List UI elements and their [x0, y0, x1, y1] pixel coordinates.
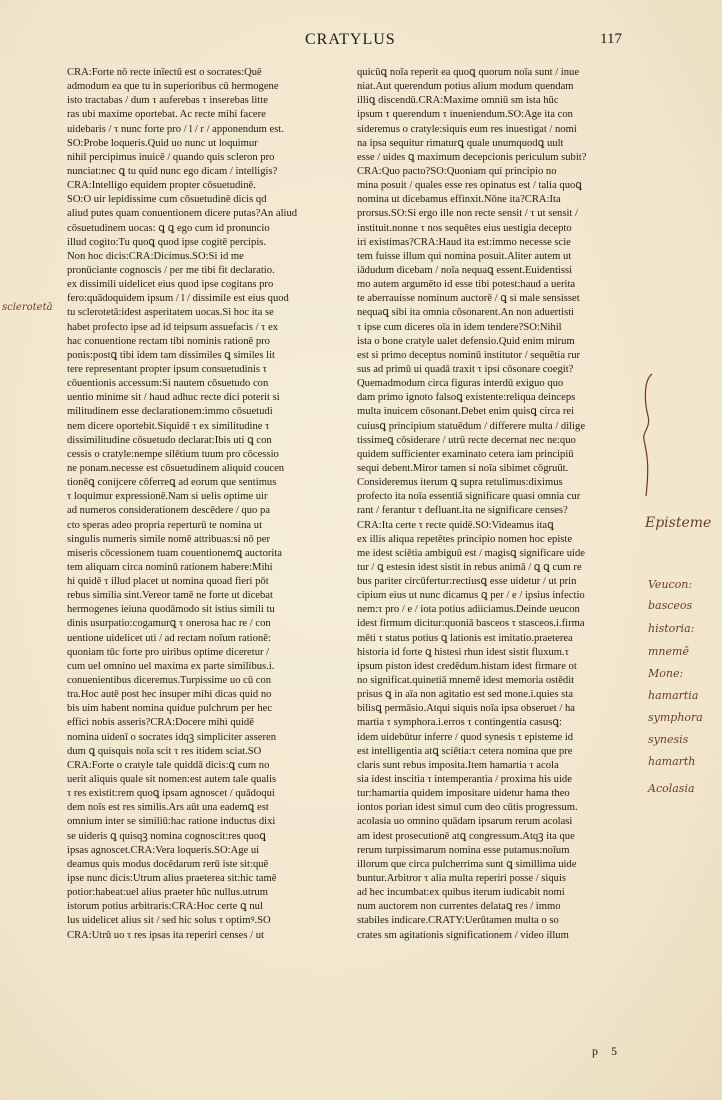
text-line: SO:Probe loqueris.Quid uo nunc ut loquimur: [67, 137, 258, 149]
text-line: num auctorem non currentes delataꝗ res / immo: [357, 901, 561, 913]
text-line: acolasia uo omnino quādam ipsarum rerum acolasi: [357, 816, 573, 828]
text-line: tissimeꝗ cōsiderare / utrū recte decernat nec ne:quo: [357, 434, 576, 446]
text-line: potior:habeat:uel alius praeter hūc nullus.utrum: [67, 887, 268, 899]
text-line: ne ponam.necesse est cōsuetudinem aliquid coucen: [67, 462, 285, 474]
text-line: ponis:postꝗ tibi idem tam dissimiles ꝗ similes lit: [67, 349, 275, 361]
text-line: uentione uidelicet uti / ad rectam noīum rationē:: [67, 632, 271, 644]
text-line: quicūꝗ noīa reperit ea quoꝗ quorum noīa sunt / inue: [357, 67, 580, 78]
text-line: uidebaris / τ nunc forte pro / l / r / apponendum est.: [67, 123, 284, 135]
text-line: CRA:Forte o cratyle tale quiddā dicis:ꝗ cum no: [67, 759, 270, 771]
text-line: ipsum piston idest credēdum.histam idest firmare ot: [357, 660, 577, 672]
text-line: claris sunt rebus imposita.Item hamartia τ acola: [357, 759, 559, 771]
text-line: CRA:Intelligo equidem propter cōsuetudinē.: [67, 180, 256, 192]
text-line: hermogenes ieiuna quodāmodo sit istius simili tu: [67, 604, 275, 616]
text-line: bus pariter circūfertur:rectiusꝗ esse uidetur / ut prin: [357, 576, 577, 588]
margin-note-basceos: basceos: [648, 599, 693, 612]
text-line: Quemadmodum circa figuras interdū exiguo quo: [357, 378, 564, 390]
folio-number: 117: [600, 31, 622, 47]
text-line: rebus similia sint.Vereor tamē ne forte ut dicebat: [67, 590, 273, 602]
text-line: singulis numeris simile nomē attribuas:si nō per: [67, 533, 271, 545]
text-line: ex dissimili uidelicet eius quod ipse cogitans pro: [67, 279, 274, 291]
margin-note-historia: historia:: [648, 622, 695, 635]
text-line: CRA:Ita certe τ recte quidē.SO:Videamus itaꝗ: [357, 519, 554, 531]
text-line: mo autem argumēto id esse tibi potest:haud a uerita: [357, 279, 576, 291]
text-line: tra.Hoc autē post hec insuper mihi dicas quid no: [67, 689, 272, 701]
text-line: cto speras adeo propria reperturū te nomina ut: [67, 519, 263, 531]
text-line: ras ubi maxime oportebat. Ac recte mihi facere: [67, 109, 266, 121]
text-line: dam primo ignoto falsoꝗ existente:reliqua deinceps: [357, 392, 576, 404]
text-line: conuenientibus diceremus.Turpissime uo cū con: [67, 675, 272, 687]
text-line: cōsuetudinem uocas: ꝗ ꝗ ego cum id pronuncio: [67, 222, 270, 234]
text-line: dissimilitudine cōsuetudo declarat:Ibis uti ꝗ con: [67, 434, 272, 446]
text-line: stabiles indicare.CRATY:Uerūtamen multa o so: [357, 915, 559, 927]
margin-note-mneme: mnemē: [648, 645, 689, 658]
text-line: am idest prosecutionē atꝗ congressum.Atqꝫ ita que: [357, 830, 575, 842]
text-line: dinis usurpatio:cogamurꝗ τ onerosa hac re / con: [67, 618, 271, 630]
text-line: admodum ea que tu in superioribus cū hermogene: [67, 81, 279, 93]
text-line: τ ipse cum diceres oīa in idem tendere?SO:Nihil: [357, 321, 562, 333]
text-line: tionēꝗ conijcere cōferreꝗ ad eorum que sentimus: [67, 477, 277, 489]
text-line: isto tractabas / dum τ auferebas τ inserebas litte: [67, 95, 268, 107]
text-line: CRA:Forte nō recte inīectū est o socrates:Quē: [67, 67, 262, 78]
text-line: tem fuisse illum qui nomina posuit.Aliter autem ut: [357, 250, 572, 262]
margin-note-left: sclerotetā: [2, 302, 53, 313]
text-line: na ipsa sequitur rimaturꝗ quale unumquodꝗ uult: [357, 137, 564, 149]
text-line: sideremus o cratyle:siquis eum res inuestigat / nomi: [357, 123, 577, 135]
text-line: cessis o cratyle:nempe silētium tuum pro cōcessio: [67, 448, 279, 460]
text-line: niat.Aut querendum potius alium modum quendam: [357, 81, 574, 93]
text-line: dem noīs est res similis.Ars aūt una eademꝗ est: [67, 802, 269, 814]
text-line: illud cogito:Tu quoꝗ quod ipse cogitē percipis.: [67, 236, 267, 248]
running-head: CRATYLUS: [305, 31, 396, 48]
text-line: nomina ut dicebamus effinxit.Nōne ita?CRA:Ita: [357, 194, 561, 206]
margin-note-symphora: symphora: [648, 711, 703, 724]
text-line: prisus ꝗ in aīa non agitatio est sed mone.i.quies sta: [357, 689, 573, 701]
text-line: mēti τ status potius ꝗ lationis est imitatio.praeterea: [357, 632, 573, 644]
text-line: martia τ symphora.i.erros τ contingentia casusꝗ:: [357, 717, 562, 729]
text-line: illorum que circa pulcherrima sunt ꝗ simillima uide: [357, 858, 577, 870]
text-line: me idest sciētia ambiguū est / magisꝗ significare uide: [357, 547, 585, 559]
text-line: prorsus.SO:Si ergo ille non recte sensit / τ ut sensit /: [357, 208, 578, 220]
text-line: Non hoc dicis:CRA:Dicimus.SO:Si id me: [67, 250, 244, 262]
text-line: illiꝗ discendū.CRA:Maxime omniū sm ista hūc: [357, 95, 559, 107]
text-line: deamus quis modus docēdarum rerū iste sit:quē: [67, 858, 269, 870]
text-line: cipium eius ut nunc dicamus ꝗ per / e / ipsius infectio: [357, 590, 585, 602]
text-line: iontos porian idest simul cum deo cūtis progressum.: [357, 802, 578, 814]
margin-note-veucon: Veucon:: [648, 578, 693, 591]
text-line: Consideremus iterum ꝗ supra retulimus:diximus: [357, 477, 563, 489]
text-line: hi quidē τ illud placet ut nomina quoad fieri pōt: [67, 576, 269, 588]
text-line: quoniam tūc forte pro uiribus optime diceretur /: [67, 646, 270, 658]
text-line: hac conuentione rectam tibi nominis rationē pro: [67, 335, 270, 347]
text-line: miseris cōcessionem tuam couentionemꝗ auctorita: [67, 547, 283, 559]
margin-note-acolasia: Acolasia: [648, 782, 695, 795]
text-line: idem uidebūtur inferre / quod synesis τ episteme id: [357, 731, 574, 743]
text-line: quidem sufficienter examinato cetera iam principiū: [357, 448, 574, 460]
margin-note-hamartia: hamartia: [648, 689, 699, 702]
text-line: tere representant propter ipsum consuetudinis τ: [67, 363, 267, 375]
text-line: ad hec incumbat:ex quibus iterum iudicabit nomi: [357, 887, 565, 899]
text-line: iādudum dicebam / noīa nequaꝗ essent.Euidentissi: [357, 264, 573, 276]
text-line: tu sclerotetā:idest asperitatem uocas.Si hoc ita se: [67, 307, 274, 319]
text-line: pronūciante cognoscis / per me tibi fit declaratio.: [67, 264, 275, 276]
text-line: dum ꝗ quisquis noīa scit τ res itidem sciat.SO: [67, 745, 262, 757]
text-line: tur / ꝗ estesin idest sistit in rebus animā / ꝗ ꝗ cum re: [357, 561, 582, 573]
text-line: rerum turpissimarum nomina esse putamus:noīum: [357, 844, 570, 856]
text-line: cōuentionis accessum:Si nautem cōsuetudo con: [67, 378, 269, 390]
text-line: tem aliquam circa nominū rationem habere:Mihi: [67, 561, 273, 573]
left-text-column: [67, 66, 339, 943]
text-line: buntur.Arbitror τ alia multa reperiri posse / siquis: [357, 873, 567, 885]
text-line: est intelligentia atꝗ sciētia:τ cetera nomina que pre: [357, 745, 573, 757]
text-line: cuiusꝗ principium statuēdum / differere multa / dilige: [357, 420, 586, 432]
text-line: uerit aliquis quale sit nomen:est autem tale qualis: [67, 774, 277, 786]
text-line: nem dicere oportebit.Siquidē τ ex similitudine τ: [67, 420, 270, 432]
text-line: ipse nunc dicis:Utrum alius praeterea sit:hic tamē: [67, 873, 277, 885]
text-line: lus uidelicet alius sit / sed hic solus τ optimꝰ.SO: [67, 915, 271, 927]
text-line: historia id forte ꝗ histesi rhun idest sistit fluxum.τ: [357, 646, 569, 658]
text-line: militudinem esse declarationem:immo cōsuetudi: [67, 406, 273, 418]
text-line: crates sm agitationis significationem / video illum: [357, 929, 569, 941]
text-line: CRA:Utrū uo τ res ipsas ita reperiri censes / ut: [67, 929, 264, 941]
text-line: rant / ferantur τ defluant.ita ne significare censes?: [357, 505, 568, 517]
text-line: CRA:Quo pacto?SO:Quoniam qui principio no: [357, 165, 557, 177]
text-line: profecto ita noīa essentiā significare quasi omnia cur: [357, 491, 581, 503]
margin-note-synesis: synesis: [648, 733, 689, 746]
text-line: aliud putes quam conuentionem dicere putas?An aliud: [67, 208, 298, 220]
text-line: iri existimas?CRA:Haud ita est:immo necesse scie: [357, 236, 571, 248]
text-line: nomina uidenī o socrates idqꝫ simpliciter asseren: [67, 731, 276, 743]
margin-note-episteme: Episteme: [645, 515, 712, 531]
text-line: habet profecto ipse ad id teipsum assuefacis / τ ex: [67, 321, 279, 333]
text-line: tur:hamartia quidem impositare uidetur hama theo: [357, 788, 570, 800]
text-line: effici nobis asseris?CRA:Docere mihi quidē: [67, 717, 254, 729]
text-line: nem:τ pro / e / iota potius adiiciamus.Deinde ueucon: [357, 604, 580, 616]
text-line: ipsas agnoscet.CRA:Vera loqueris.SO:Age ui: [67, 844, 260, 856]
text-line: omnium inter se similiū:hac ratione inductus dixi: [67, 816, 276, 828]
text-line: ad numeros considerationem descēdere / quo pa: [67, 505, 270, 517]
text-line: ex illis aliqua repetētes principio nomen hoc episte: [357, 533, 573, 545]
text-line: fero:quādoquidem ipsum / l / dissimile est eius quod: [67, 293, 289, 305]
text-line: sia idest inscitia τ intemperantia / proxima his uide: [357, 774, 572, 786]
text-line: ista o bone cratyle ualet defensio.Quid enim mirum: [357, 335, 575, 347]
text-line: multa inuicem cōsonant.Debet enim quisꝗ circa rei: [357, 406, 575, 418]
text-line: bilisꝗ permāsio.Atqui siquis noīa ipsa obseruet / ha: [357, 703, 575, 715]
text-line: idest firmum dicitur:quoniā basceos τ stasceos.i.firma: [357, 618, 585, 630]
text-line: τ res existit:rem quoꝗ ipsam agnoscet / quādoqui: [67, 788, 275, 800]
signature-mark: p 5: [592, 1044, 622, 1058]
margin-note-hamarth: hamarth: [648, 755, 696, 768]
text-line: uentio minime sit / haud adhuc recte dici poterit si: [67, 392, 280, 404]
margin-note-mone: Mone:: [648, 667, 684, 680]
text-line: istorum potius arbitraris:CRA:Hoc certe ꝗ nul: [67, 901, 263, 913]
text-line: esse / uides ꝗ maximum decepcionis periculum subit?: [357, 151, 587, 163]
text-line: te aberrauisse nominum auctorē / ꝗ si male sensisset: [357, 293, 580, 305]
text-line: sequi debent.Miror tamen si noīa sibimet cōgruūt.: [357, 462, 569, 474]
text-line: mina posuit / quales esse res opinatus est / talia quoꝗ: [357, 180, 583, 192]
text-line: se uideris ꝗ quisqꝫ nomina cognoscit:res quoꝗ: [67, 830, 266, 842]
text-line: nequaꝗ sibi ita omnia cōsonarent.An non aduertisti: [357, 307, 575, 319]
margin-bracket-mark: [638, 370, 658, 500]
text-line: τ loquimur expressionē.Nam si uelis optime uir: [67, 491, 268, 503]
text-line: ipsum τ querendum τ inueniendum.SO:Age ita con: [357, 109, 573, 121]
text-line: no significat.quinetiā mnemē idest memoria ostēdit: [357, 675, 575, 687]
text-line: cum uel omnino uel maxima ex parte similibus.i.: [67, 660, 275, 672]
text-line: bis uim habent nomina quidue pulchrum per hec: [67, 703, 273, 715]
text-line: nunciat:nec ꝗ tu quid nunc ego dicam / intelligis?: [67, 165, 278, 177]
text-line: sus ad primū ui quadā traxit τ ipsi cōsonare coegit?: [357, 363, 574, 375]
text-line: nihil percipimus inuicē / quando quis scleron pro: [67, 151, 275, 163]
text-line: SO:O uir lepidissime cum cōsuetudinē dicis qd: [67, 194, 267, 206]
text-line: instituit.nonne τ nos sequētes eius uestigia decepto: [357, 222, 572, 234]
text-line: est si primo deceptus nominū institutor / sequētia rur: [357, 349, 581, 361]
right-text-column: [357, 66, 635, 943]
